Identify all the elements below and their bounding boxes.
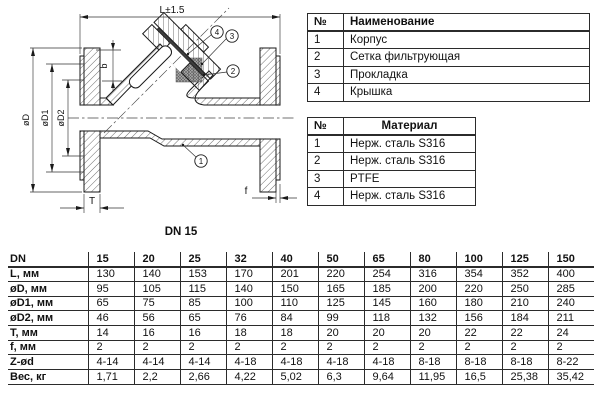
material-name: Нерж. сталь S316 [344, 153, 476, 171]
dims-value: 140 [226, 281, 272, 296]
dims-value: 14 [88, 325, 134, 340]
dims-value: 153 [180, 267, 226, 282]
parts-header-num: № [308, 14, 344, 32]
dims-value: 115 [180, 281, 226, 296]
dims-value: 165 [318, 281, 364, 296]
dims-row-label: øD1, мм [10, 297, 54, 310]
dims-value: 105 [134, 281, 180, 296]
dims-value: 4-18 [364, 355, 410, 370]
material-name: Нерж. сталь S316 [344, 135, 476, 153]
parts-header-row [308, 14, 590, 32]
materials-row [308, 135, 476, 153]
dims-value: 8-22 [548, 355, 594, 370]
dims-row-label: øD2, мм [10, 312, 54, 325]
dims-value: 16,5 [456, 370, 502, 385]
dims-value: 4,22 [226, 370, 272, 385]
dims-value: 2 [318, 340, 364, 355]
dims-column-header: 15 [88, 252, 134, 267]
dims-row [8, 340, 594, 355]
part-name: Прокладка [344, 66, 590, 84]
dims-value: 2,2 [134, 370, 180, 385]
dims-column-header: 20 [134, 252, 180, 267]
y-strainer-drawing [0, 0, 302, 248]
dims-value: 170 [226, 267, 272, 282]
dim-label-d: øD [21, 114, 31, 126]
part-name: Корпус [344, 31, 590, 49]
dims-row-label: øD, мм [10, 282, 48, 295]
dims-value: 140 [134, 267, 180, 282]
dims-value: 95 [88, 281, 134, 296]
dims-value: 35,42 [548, 370, 594, 385]
dims-column-header: 100 [456, 252, 502, 267]
dims-value: 354 [456, 267, 502, 282]
dims-value: 65 [180, 311, 226, 326]
materials-header-name: Материал [344, 118, 476, 136]
right-flange [260, 48, 281, 192]
dim-label-d1: øD1 [40, 109, 50, 127]
dims-column-header: 150 [548, 252, 594, 267]
dims-value: 99 [318, 311, 364, 326]
dims-value: 132 [410, 311, 456, 326]
dims-row [8, 296, 594, 311]
dim-label-f: f [244, 186, 248, 197]
dim-label-length: L±1.5 [159, 5, 185, 16]
dims-row [8, 267, 594, 282]
dims-value: 352 [502, 267, 548, 282]
dims-value: 2,66 [180, 370, 226, 385]
dims-value: 220 [318, 267, 364, 282]
dims-value: 2 [364, 340, 410, 355]
dims-value: 2 [502, 340, 548, 355]
dims-row [8, 281, 594, 296]
dims-row [8, 311, 594, 326]
left-flange [80, 48, 101, 192]
dimension-t [60, 194, 124, 213]
parts-table [307, 13, 590, 102]
callout-3-number: 3 [229, 32, 235, 41]
dims-column-header: 65 [364, 252, 410, 267]
dims-value: 22 [456, 325, 502, 340]
dims-value: 180 [456, 296, 502, 311]
drawing-caption: DN 15 [164, 226, 198, 238]
dims-row-label: Z-ød [10, 356, 34, 369]
dims-value: 185 [364, 281, 410, 296]
dims-value: 76 [226, 311, 272, 326]
dims-value: 9,64 [364, 370, 410, 385]
dims-value: 2 [272, 340, 318, 355]
callout-1 [182, 144, 207, 167]
screen-rim [127, 44, 174, 91]
callout-2-number: 2 [230, 67, 236, 76]
dims-value: 2 [548, 340, 594, 355]
parts-row [308, 49, 590, 67]
dims-value: 24 [548, 325, 594, 340]
dims-row-label: Вес, кг [10, 370, 47, 383]
dims-value: 316 [410, 267, 456, 282]
dim-label-b: b [99, 63, 109, 69]
dims-value: 2 [410, 340, 456, 355]
dims-corner-label: DN [10, 252, 26, 265]
dims-value: 2 [226, 340, 272, 355]
dims-value: 130 [88, 267, 134, 282]
dims-value: 4-18 [318, 355, 364, 370]
dims-value: 210 [502, 296, 548, 311]
part-number: 2 [308, 49, 344, 67]
dims-value: 285 [548, 281, 594, 296]
part-number: 4 [308, 84, 344, 102]
dims-value: 211 [548, 311, 594, 326]
dims-value: 5,02 [272, 370, 318, 385]
dims-value: 84 [272, 311, 318, 326]
material-number: 1 [308, 135, 344, 153]
dims-value: 25,38 [502, 370, 548, 385]
dims-value: 110 [272, 296, 318, 311]
part-number: 3 [308, 66, 344, 84]
dims-row [8, 370, 594, 385]
dims-value: 8-18 [410, 355, 456, 370]
dims-value: 100 [226, 296, 272, 311]
dims-value: 1,71 [88, 370, 134, 385]
dims-value: 20 [318, 325, 364, 340]
dims-value: 16 [180, 325, 226, 340]
dims-value: 145 [364, 296, 410, 311]
dims-column-header: 25 [180, 252, 226, 267]
callout-1-number: 1 [198, 157, 204, 166]
materials-row [308, 188, 476, 206]
dim-label-d2: øD2 [56, 109, 66, 127]
dims-value: 4-14 [88, 355, 134, 370]
material-number: 4 [308, 188, 344, 206]
dims-row [8, 355, 594, 370]
materials-header-num: № [308, 118, 344, 136]
dims-row-label: L, мм [10, 268, 40, 281]
dims-value: 11,95 [410, 370, 456, 385]
dims-value: 4-14 [180, 355, 226, 370]
material-name: Нерж. сталь S316 [344, 188, 476, 206]
dims-value: 4-14 [134, 355, 180, 370]
dims-value: 85 [180, 296, 226, 311]
dims-value: 220 [456, 281, 502, 296]
dims-value: 20 [410, 325, 456, 340]
parts-header-name: Наименование [344, 14, 590, 32]
dims-value: 4-18 [226, 355, 272, 370]
dims-value: 75 [134, 296, 180, 311]
material-number: 2 [308, 153, 344, 171]
dims-row-label: T, мм [10, 326, 38, 339]
dims-value: 56 [134, 311, 180, 326]
dims-value: 16 [134, 325, 180, 340]
dims-row [8, 325, 594, 340]
dims-value: 250 [502, 281, 548, 296]
parts-row [308, 84, 590, 102]
dims-value: 125 [318, 296, 364, 311]
dims-column-header: 32 [226, 252, 272, 267]
part-name: Крышка [344, 84, 590, 102]
parts-row [308, 31, 590, 49]
dims-value: 184 [502, 311, 548, 326]
dims-value: 200 [410, 281, 456, 296]
dims-value: 150 [272, 281, 318, 296]
materials-row [308, 153, 476, 171]
material-name: PTFE [344, 170, 476, 188]
dims-value: 201 [272, 267, 318, 282]
dims-value: 156 [456, 311, 502, 326]
part-name: Сетка фильтрующая [344, 49, 590, 67]
dims-value: 118 [364, 311, 410, 326]
dims-value: 4-18 [272, 355, 318, 370]
dimensions-table [8, 252, 594, 385]
drawing-area [0, 0, 302, 248]
dims-value: 6,3 [318, 370, 364, 385]
dims-value: 254 [364, 267, 410, 282]
dims-value: 8-18 [456, 355, 502, 370]
dims-value: 2 [88, 340, 134, 355]
dims-row-label: f, мм [10, 341, 37, 354]
dims-value: 160 [410, 296, 456, 311]
dims-value: 20 [364, 325, 410, 340]
dims-value: 2 [134, 340, 180, 355]
dims-header-row [8, 252, 594, 267]
dims-value: 46 [88, 311, 134, 326]
parts-row [308, 66, 590, 84]
dims-column-header: 80 [410, 252, 456, 267]
dims-value: 18 [272, 325, 318, 340]
dims-value: 2 [180, 340, 226, 355]
dims-value: 2 [456, 340, 502, 355]
dims-column-header: 40 [272, 252, 318, 267]
dims-value: 8-18 [502, 355, 548, 370]
dims-value: 22 [502, 325, 548, 340]
dims-value: 18 [226, 325, 272, 340]
materials-row [308, 170, 476, 188]
callout-4-number: 4 [214, 28, 220, 37]
part-number: 1 [308, 31, 344, 49]
dims-column-header: 125 [502, 252, 548, 267]
dims-column-header: 50 [318, 252, 364, 267]
dims-value: 400 [548, 267, 594, 282]
material-number: 3 [308, 170, 344, 188]
materials-header-row [308, 118, 476, 136]
dims-value: 240 [548, 296, 594, 311]
dim-label-t: T [88, 196, 96, 207]
dims-value: 65 [88, 296, 134, 311]
materials-table [307, 117, 476, 206]
